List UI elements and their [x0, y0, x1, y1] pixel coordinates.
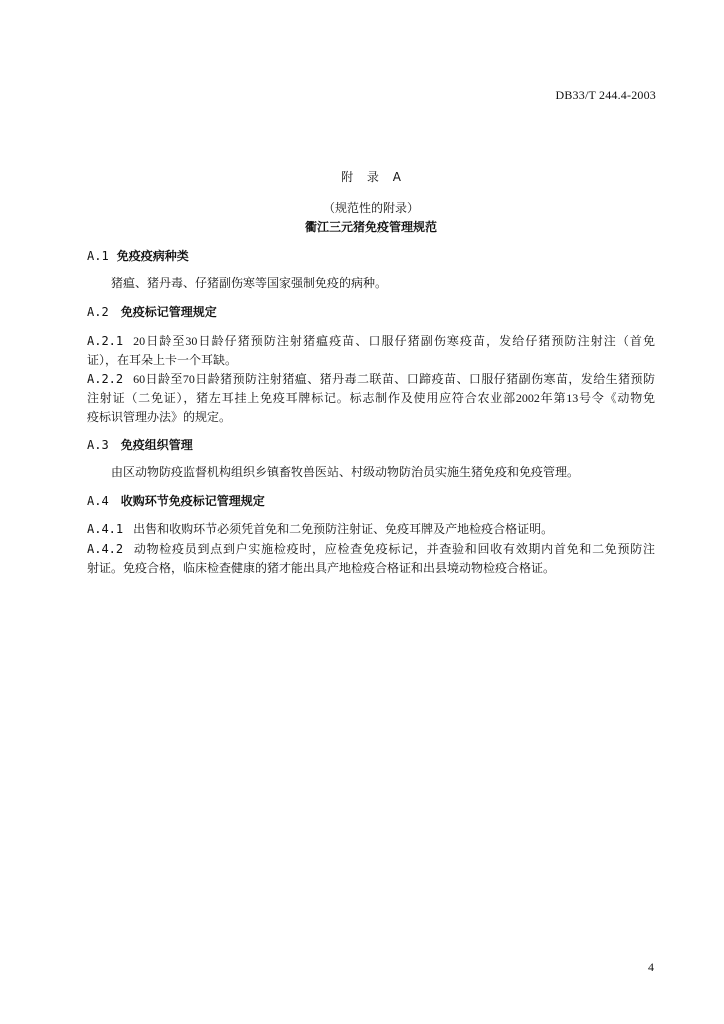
clause-line — [87, 542, 655, 556]
clause-line: 射证。免疫合格，临床检查健康的猪才能出具产地检疫合格证和出县境动物检疫合格证。 — [87, 561, 556, 575]
clause-text: 出售和收购环节必须凭首免和二免预防注射证、免疫耳牌及产地检疫合格证明。 — [133, 522, 554, 536]
section-paragraph: 由区动物防疫监督机构组织乡镇畜牧兽医站、村级动物防治员实施生猪免疫和免疫管理。 — [111, 465, 580, 479]
section-heading-a2 — [87, 305, 655, 319]
clause-number: A.2.1 — [87, 334, 124, 348]
standard-code: DB33/T 244.4-2003 — [555, 88, 656, 102]
clause-text: 60日龄至70日龄猪预防注射猪瘟、猪丹毒二联苗、口蹄疫苗、口服仔猪副伤寒苗，发给生猪预防 — [133, 372, 655, 386]
clause-number: A.2.2 — [87, 372, 124, 386]
clause-line: 注射证（二免证），猪左耳挂上免疫耳牌标记。标志制作及使用应符合农业部2002年第13号令《动物免 — [87, 391, 655, 405]
section-heading-a4 — [87, 494, 655, 508]
section-number: A.2 — [87, 305, 109, 319]
section-title: 免疫标记管理规定 — [120, 305, 217, 319]
section-title: 收购环节免疫标记管理规定 — [120, 494, 265, 508]
section-number: A.1 — [87, 249, 109, 263]
page-number: 4 — [648, 960, 654, 974]
clause-line — [87, 522, 655, 536]
clause-text: 20日龄至30日龄仔猪预防注射猪瘟疫苗、口服仔猪副伤寒疫苗，发给仔猪预防注射注（首免 — [133, 334, 655, 348]
section-heading-a1 — [87, 249, 655, 263]
appendix-name: 衢江三元猪免疫管理规范 — [304, 220, 437, 234]
clause-line — [87, 334, 655, 348]
clause-text: 动物检疫员到点到户实施检疫时，应检查免疫标记，并查验和回收有效期内首免和二免预防注 — [133, 542, 655, 556]
appendix-nature: （规范性的附录） — [322, 201, 419, 215]
clause-line — [87, 372, 655, 386]
section-heading-a3 — [87, 438, 655, 452]
clause-number: A.4.1 — [87, 522, 124, 536]
section-title: 免疫组织管理 — [120, 438, 193, 452]
appendix-title: 附 录 A — [341, 170, 401, 184]
clause-line: 疫标识管理办法》的规定。 — [87, 410, 232, 424]
clause-line: 证），在耳朵上卡一个耳缺。 — [87, 353, 238, 367]
clause-number: A.4.2 — [87, 542, 124, 556]
section-number: A.3 — [87, 438, 109, 452]
section-number: A.4 — [87, 494, 109, 508]
section-title: 免疫疫病种类 — [116, 249, 189, 263]
section-paragraph: 猪瘟、猪丹毒、仔猪副伤寒等国家强制免疫的病种。 — [111, 276, 388, 290]
